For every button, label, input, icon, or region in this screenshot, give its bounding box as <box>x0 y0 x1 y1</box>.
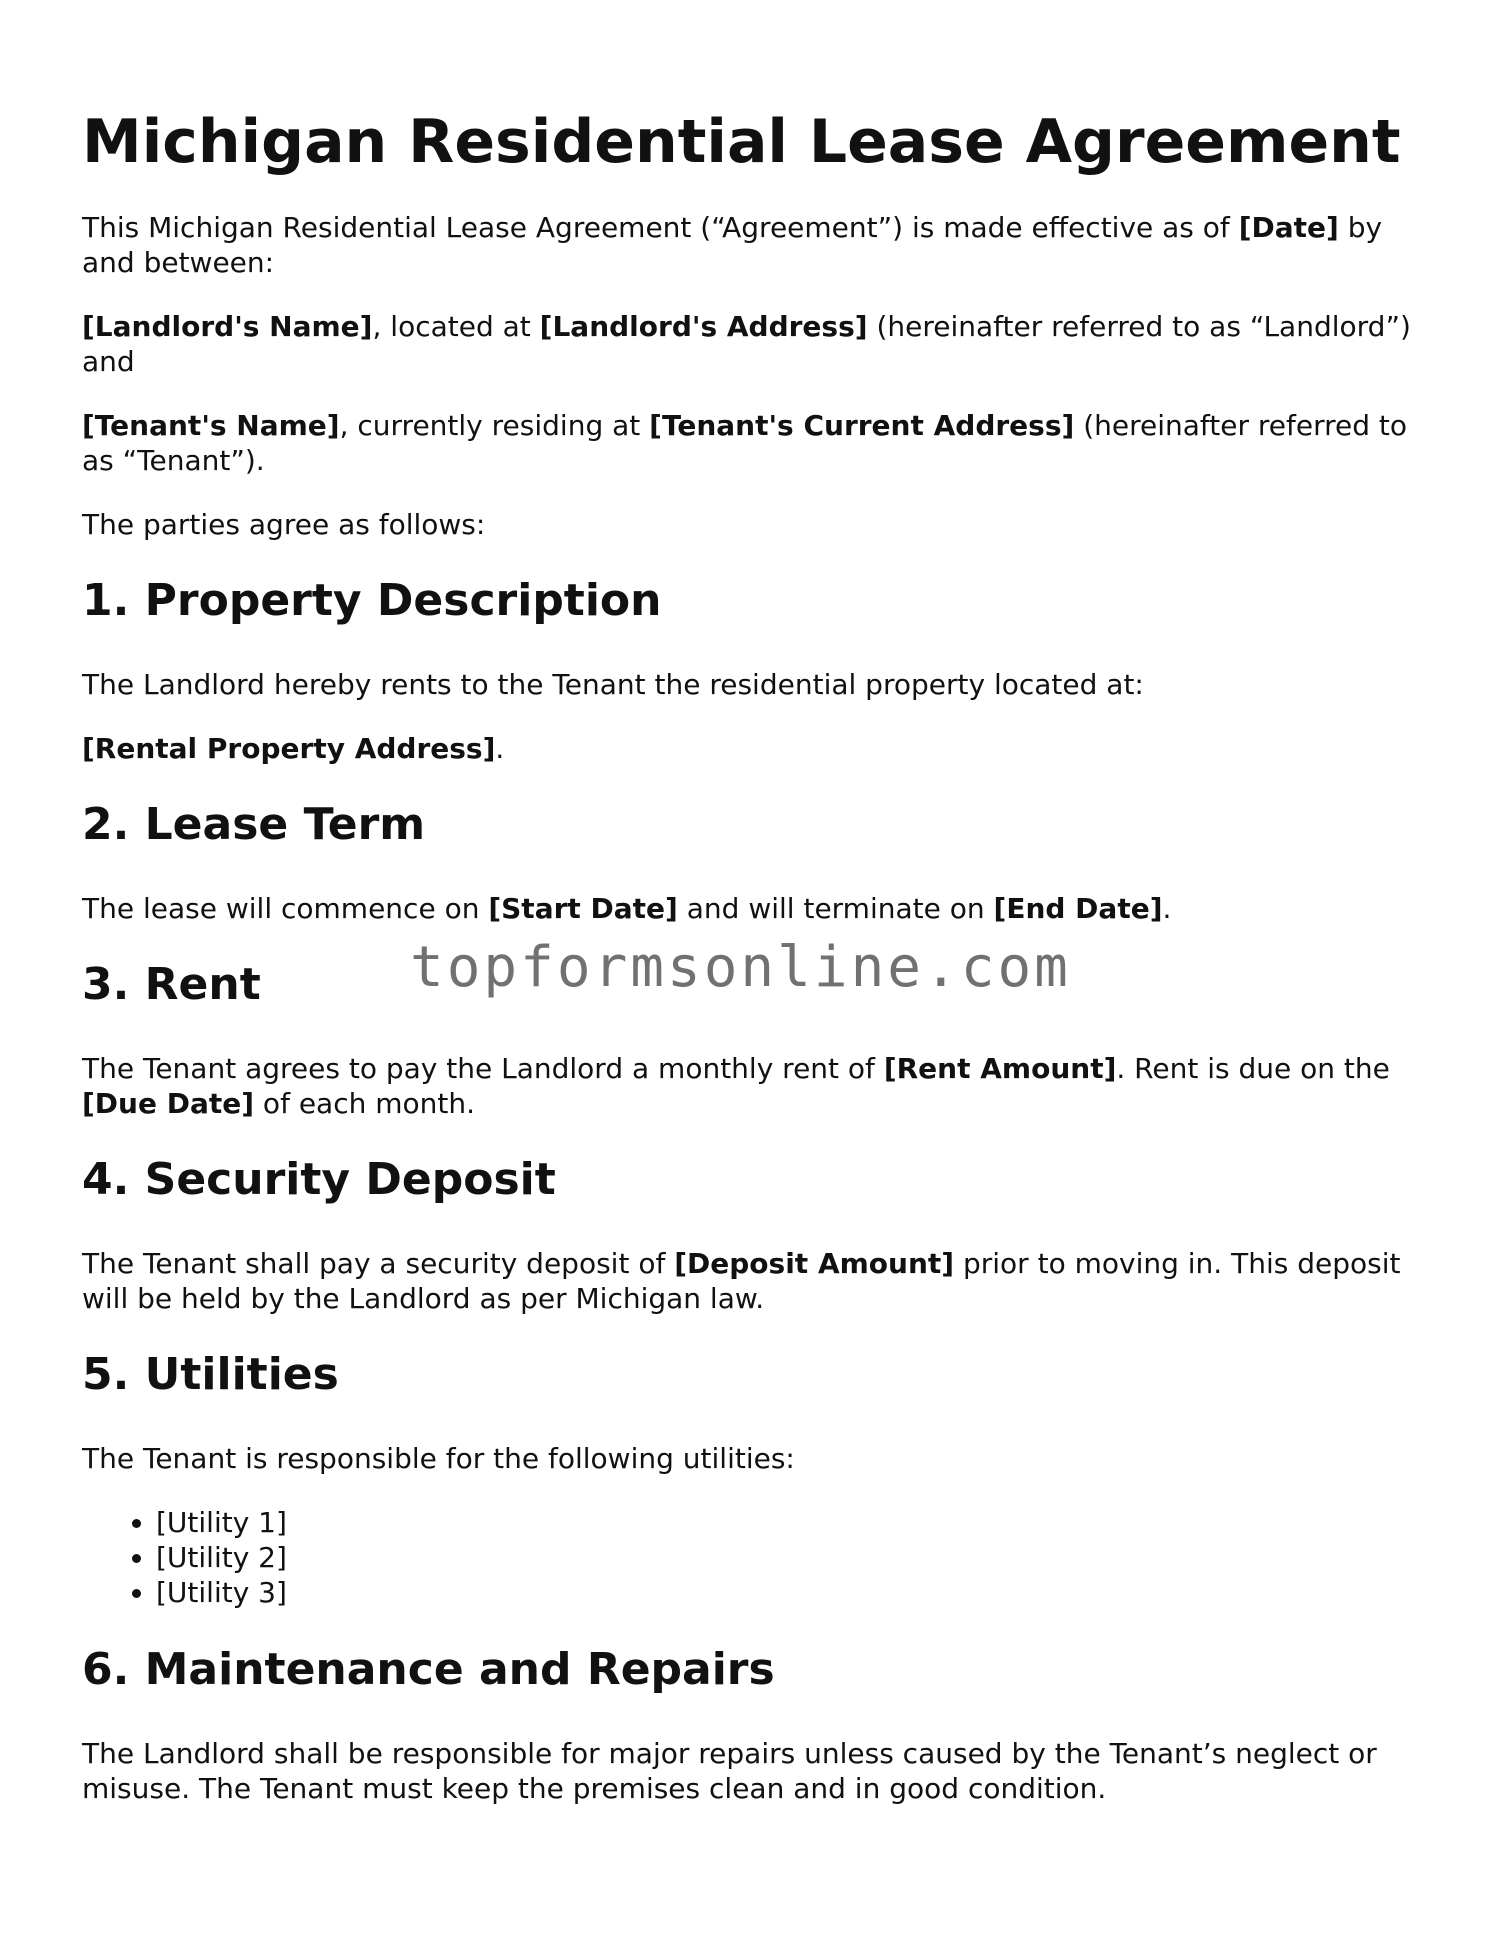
property-address-end: . <box>495 732 505 765</box>
landlord-address-placeholder: [Landlord's Address] <box>539 310 868 343</box>
term-text: The lease will commence on <box>82 892 489 925</box>
term-text-mid: and will terminate on <box>677 892 994 925</box>
utilities-list <box>82 1505 1422 1610</box>
intro-text-end: by and between: <box>82 211 1383 279</box>
agree-paragraph: The parties agree as follows: <box>82 508 486 541</box>
section-heading-property: 1. Property Description <box>82 575 662 626</box>
rental-address-placeholder: [Rental Property Address] <box>82 732 496 765</box>
utilities-paragraph: The Tenant is responsible for the following utilities: <box>82 1442 795 1475</box>
start-date-placeholder: [Start Date] <box>488 892 678 925</box>
section-heading-utilities: 5. Utilities <box>82 1349 339 1400</box>
end-date-placeholder: [End Date] <box>993 892 1163 925</box>
section-heading-term: 2. Lease Term <box>82 799 426 850</box>
deposit-amount-placeholder: [Deposit Amount] <box>674 1247 955 1280</box>
property-address-paragraph <box>82 731 1422 766</box>
tenant-paragraph <box>82 408 1422 478</box>
property-paragraph: The Landlord hereby rents to the Tenant the residential property located at: <box>82 668 1144 701</box>
tenant-address-placeholder: [Tenant's Current Address] <box>649 409 1075 442</box>
term-paragraph <box>82 891 1422 926</box>
list-item: • [Utility 2] <box>156 1540 1422 1575</box>
rent-text: The Tenant agrees to pay the Landlord a monthly rent of <box>82 1052 884 1085</box>
list-item: • [Utility 1] <box>156 1505 1422 1540</box>
deposit-text-end: prior to moving in. This deposit will be held by the Landlord as per Michigan law. <box>82 1247 1401 1315</box>
deposit-text: The Tenant shall pay a security deposit of <box>82 1247 675 1280</box>
intro-paragraph <box>82 210 1422 280</box>
watermark: topformsonline.com <box>410 935 1071 1000</box>
tenant-name-placeholder: [Tenant's Name] <box>82 409 340 442</box>
section-heading-maintenance: 6. Maintenance and Repairs <box>82 1644 775 1695</box>
section-heading-rent: 3. Rent <box>82 959 261 1010</box>
rent-text-end: of each month. <box>254 1087 476 1120</box>
tenant-text: , currently residing at <box>339 409 650 442</box>
landlord-name-placeholder: [Landlord's Name] <box>82 310 373 343</box>
date-placeholder: [Date] <box>1238 211 1339 244</box>
term-text-end: . <box>1162 892 1172 925</box>
due-date-placeholder: [Due Date] <box>82 1087 255 1120</box>
deposit-paragraph <box>82 1246 1422 1316</box>
intro-text: This Michigan Residential Lease Agreement (“Agreement”) is made effective as of <box>82 211 1239 244</box>
maintenance-paragraph: The Landlord shall be responsible for major repairs unless caused by the Tenant’s neglect or misuse. The Tenant must keep the premises clean and in good condition. <box>82 1737 1377 1805</box>
rent-text-mid: . Rent is due on the <box>1116 1052 1390 1085</box>
landlord-text-end: (hereinafter referred to as “Landlord”) and <box>82 310 1411 378</box>
list-item: • [Utility 3] <box>156 1575 1422 1610</box>
rent-paragraph <box>82 1051 1422 1121</box>
rent-amount-placeholder: [Rent Amount] <box>883 1052 1117 1085</box>
landlord-text: , located at <box>372 310 540 343</box>
tenant-text-end: (hereinafter referred to as “Tenant”). <box>82 409 1408 477</box>
section-heading-deposit: 4. Security Deposit <box>82 1154 556 1205</box>
document-title: Michigan Residential Lease Agreement <box>82 107 1401 177</box>
landlord-paragraph <box>82 309 1422 379</box>
